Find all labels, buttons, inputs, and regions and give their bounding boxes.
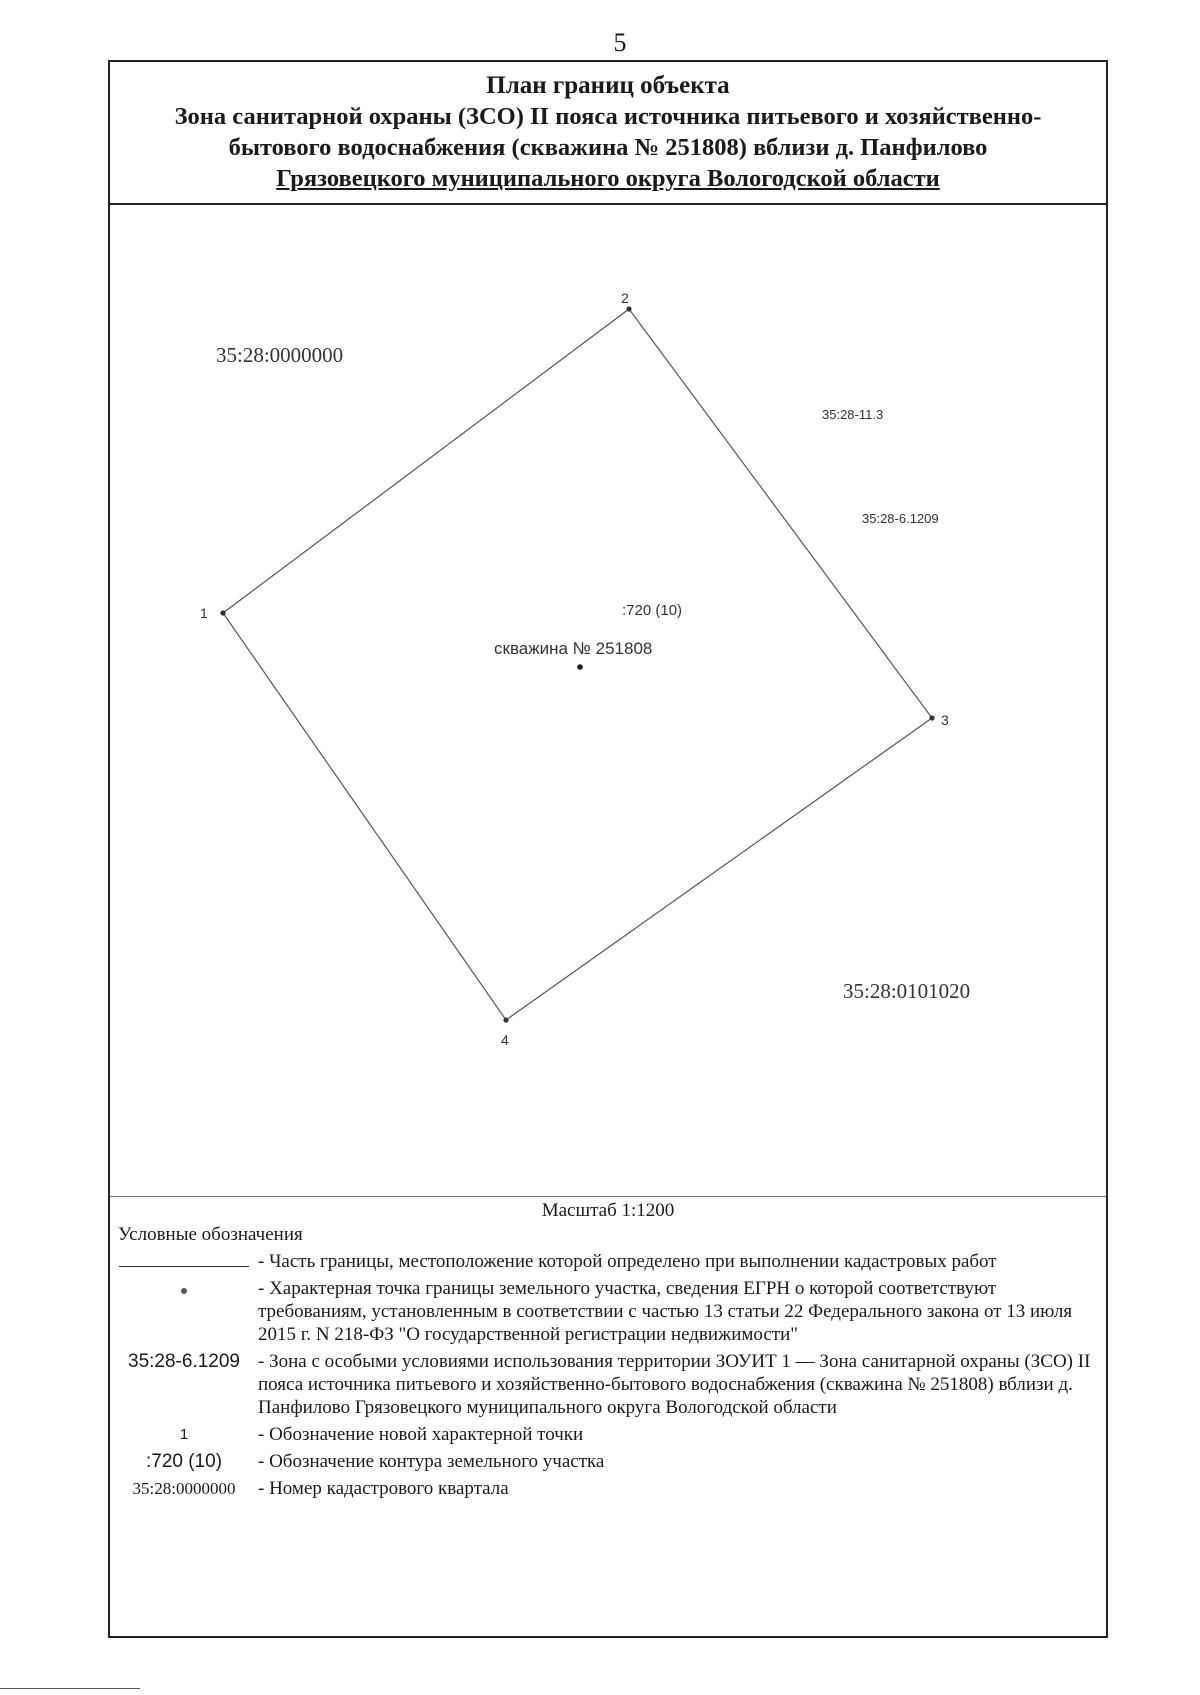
boundary-point-3 [929,715,934,720]
legend-item-text: - Характерная точка границы земельного участка, сведения ЕГРН о которой соответствуют требованиям, установленным в соответствии с частью 13 статьи 22 Федерального закона от 13 июля 2015 г. N 218-ФЗ "О государственной регистрации недвижимости" [258,1278,1073,1345]
boundary-point-2 [626,306,631,311]
boundary-line-symbol [119,1266,249,1267]
legend-symbol: :720 (10) [145,1451,223,1472]
legend-item [110,1277,1106,1346]
cadastral-quarter-label-2: 35:28:0101020 [843,979,971,1003]
boundary-point-4 [503,1017,508,1022]
boundary-point-1 [220,610,225,615]
legend-item [110,1250,1106,1273]
legend-item-text: - Номер кадастрового квартала [258,1478,509,1499]
well-point [577,664,583,670]
plan-title: План границ объекта [486,72,730,99]
legend [110,1250,1106,1504]
plan-subtitle-line-1: Зона санитарной охраны (ЗСО) II пояса источника питьевого и хозяйственно- [174,103,1042,130]
well-label: скважина № 251808 [494,639,653,658]
plan-header [110,62,1106,205]
point-dot-symbol [181,1288,187,1294]
point-label-3: 3 [941,712,949,728]
plan-frame [108,60,1108,1638]
legend-symbol: 1 [179,1426,189,1443]
point-label-2: 2 [621,290,629,306]
legend-title: Условные обозначения [118,1224,303,1245]
parcel-contour-label: :720 (10) [622,602,683,619]
plan-subtitle-line-3: Грязовецкого муниципального округа Вологодской области [276,165,940,192]
legend-item-text: - Зона с особыми условиями использования территории ЗОУИТ 1 — Зона санитарной охраны (ЗСО) II пояса источника питьевого и хозяйственно-бытового водоснабжения (скважина № 251808) вблизи д. Панфилово Грязовецкого муниципального округа Вологодской области [258,1351,1091,1418]
legend-item-text: - Обозначение новой характерной точки [258,1424,584,1445]
legend-item [110,1450,1106,1473]
legend-item [110,1350,1106,1419]
legend-item [110,1423,1106,1446]
legend-symbol: 35:28:0000000 [132,1479,236,1498]
cadastral-quarter-label: 35:28:0000000 [216,343,344,367]
map-drawing [110,205,1106,1195]
point-label-1: 1 [200,605,208,621]
legend-item-text: - Обозначение контура земельного участка [258,1451,605,1472]
zone-label-6-1209: 35:28-6.1209 [862,511,939,526]
map-scale: Масштаб 1:1200 [541,1200,675,1221]
page-number: 5 [613,28,627,57]
plan-subtitle-line-2: бытового водоснабжения (скважина № 251808) вблизи д. Панфилово [228,134,988,161]
footer-rule [0,1688,140,1689]
point-label-4: 4 [501,1032,509,1048]
legend-symbol: 35:28-6.1209 [128,1351,240,1372]
zone-label-11-3: 35:28-11.3 [822,407,884,422]
legend-item [110,1477,1106,1500]
legend-item-text: - Часть границы, местоположение которой определено при выполнении кадастровых работ [258,1251,997,1272]
boundary-map [110,205,1106,1197]
